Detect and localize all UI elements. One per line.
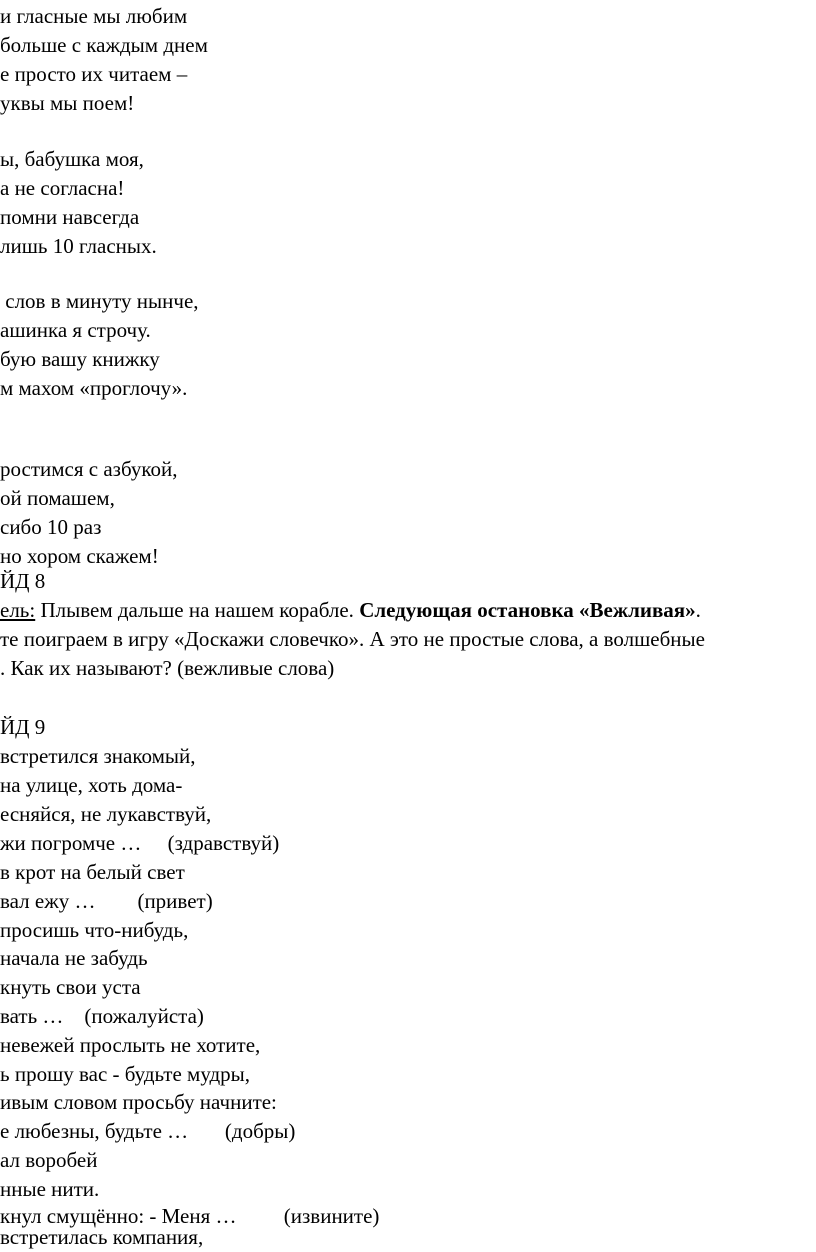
text-line: а не согласна! [0,176,125,200]
text-line: ой помашем, [0,486,115,510]
text-line: вал ежу … (привет) [0,889,213,913]
speaker-label: ель: [0,598,36,622]
text-line: в крот на белый свет [0,860,185,884]
text-line: уквы мы поем! [0,91,135,115]
teacher-text-end: . [695,598,701,622]
slide-heading: ЙД 8 [0,569,46,593]
text-line: встретилась компания, [0,1225,204,1249]
text-line: но хором скажем! [0,544,159,568]
text-line: ивым словом просьбу начните: [0,1090,277,1114]
text-line: на улице, хоть дома- [0,773,183,797]
text-line: е просто их читаем – [0,62,188,86]
text-line: ростимся с азбукой, [0,457,178,481]
text-line: помни навсегда [0,205,140,229]
text-line: бую вашу книжку [0,347,160,371]
stop-name: Следующая остановка «Вежливая» [359,598,696,622]
text-line: больше с каждым днем [0,33,208,57]
text-line: ал воробей [0,1148,98,1172]
text-line: м махом «проглочу». [0,376,188,400]
text-line: начала не забудь [0,946,148,970]
text-line: жи погромче … (здравствуй) [0,831,280,855]
text-line: те поиграем в игру «Доскажи словечко». А это не простые слова, а волшебные [0,627,705,651]
text-line: нные нити. [0,1177,100,1201]
text-line: невежей прослыть не хотите, [0,1033,261,1057]
text-line: ь прошу вас - будьте мудры, [0,1062,251,1086]
text-line: вать … (пожалуйста) [0,1004,204,1028]
text-line: кнул смущённо: - Меня … (извините) [0,1204,380,1228]
slide-heading: ЙД 9 [0,715,46,739]
teacher-line [0,596,701,625]
text-line: встретился знакомый, [0,744,196,768]
text-line: . Как их называют? (вежливые слова) [0,656,335,680]
text-line: слов в минуту нынче, [0,289,199,313]
teacher-text: Плывем дальше на нашем корабле. [35,598,360,622]
text-line: ашинка я строчу. [0,318,151,342]
text-line: кнуть свои уста [0,975,141,999]
text-line: ы, бабушка моя, [0,147,144,171]
text-line: е любезны, будьте … (добры) [0,1119,296,1143]
text-line: сибо 10 раз [0,515,102,539]
text-line: просишь что-нибудь, [0,918,189,942]
text-line: лишь 10 гласных. [0,234,157,258]
text-line: и гласные мы любим [0,4,188,28]
text-line: есняйся, не лукавствуй, [0,802,212,826]
